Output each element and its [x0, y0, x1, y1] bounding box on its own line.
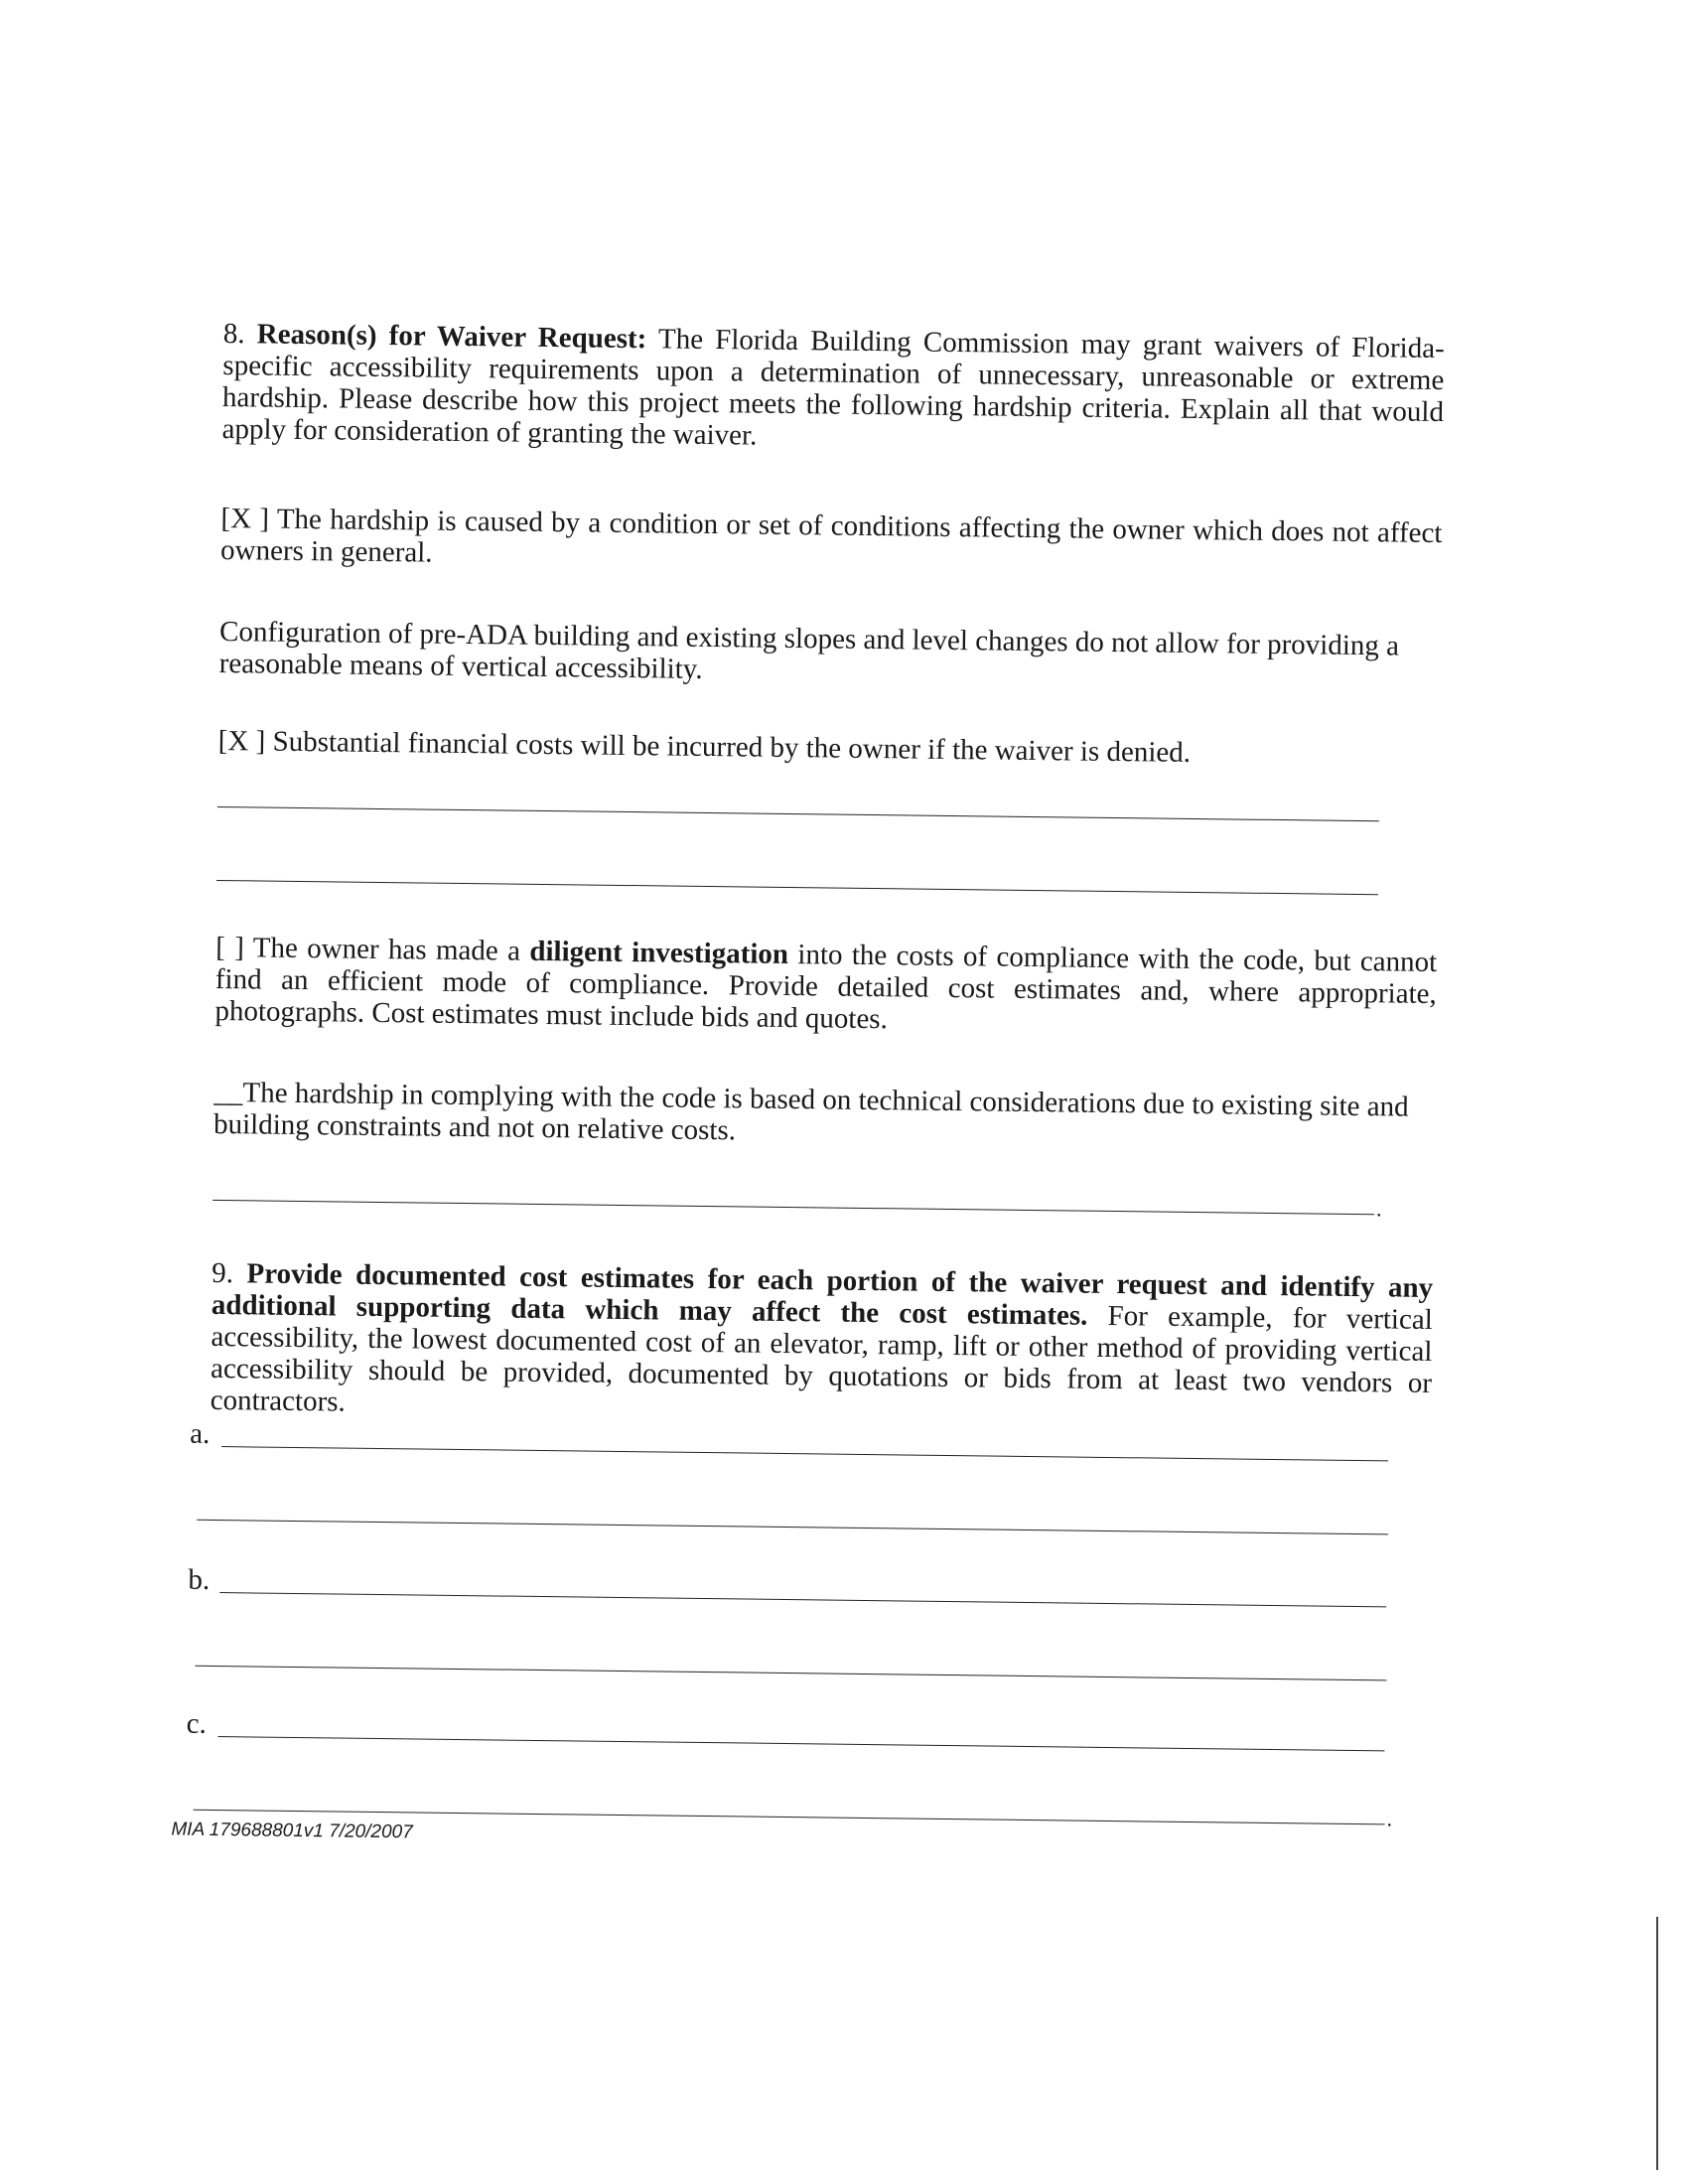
checkbox-diligent-investigation[interactable]: [ ] — [215, 931, 245, 964]
financial-costs-answer-line-1[interactable] — [217, 806, 1379, 821]
footer-doc-id: MIA 179688801v1 7/20/2007 — [171, 1819, 413, 1843]
criterion-owner-condition-text — [220, 503, 1443, 581]
line-end-period-2: . — [1386, 1806, 1393, 1831]
criterion-technical-considerations — [213, 1077, 1436, 1155]
diligent-investigation-text-before: The owner has made a — [243, 932, 530, 967]
section-8-heading: Reason(s) for Waiver Request: — [256, 318, 647, 356]
diligent-investigation-bold: diligent investigation — [529, 935, 789, 970]
criterion-financial-costs — [218, 725, 1440, 772]
criterion-technical-considerations-text — [213, 1077, 1436, 1155]
line-end-period: . — [1375, 1196, 1382, 1222]
form-content — [171, 318, 1445, 1843]
answer-label-a: a. — [190, 1417, 211, 1450]
criterion-technical-considerations-label: The hardship in complying with the code is based on technical considerations due to existing site and building constraints and not on relative costs. — [212, 1077, 1409, 1147]
answer-c-line-1[interactable] — [218, 1736, 1385, 1751]
owner-condition-explanation-text: Configuration of pre-ADA building and existing slopes and level changes do not allow for providing a reasonable means of vertical accessibility. — [218, 615, 1400, 685]
criterion-owner-condition-label: The hardship is caused by a condition or set of conditions affecting the owner which does not affect owners in general. — [219, 503, 1443, 569]
section-9-body: For example, for vertical accessibility, the lowest documented cost of an elevator, ramp, lift or other method of providing vertical accessibility should be provided, documented by quotations or bids from at least two vendors or contractors. — [210, 1299, 1433, 1418]
section-9-heading: Provide documented cost estimates for each portion of the waiver request and identify any additional supporting data which may affect the cost estimates. — [211, 1257, 1434, 1332]
answer-a-line-1[interactable] — [221, 1446, 1388, 1461]
criterion-financial-costs-label: Substantial financial costs will be incurred by the owner if the waiver is denied. — [265, 725, 1192, 769]
owner-condition-explanation — [219, 616, 1442, 694]
criterion-financial-costs-text — [218, 725, 1440, 772]
section-8-body: The Florida Building Commission may grant waivers of Florida-specific accessibility requirements upon a determination of unnecessary, unreasonable or extreme hardship. Please describe how this project meets the following hardship criteria. Explain all that would apply for consideration of granting the waiver. — [221, 323, 1445, 452]
checkbox-financial-costs[interactable]: [X ] — [217, 724, 266, 758]
section-9 — [210, 1257, 1433, 1431]
answer-b-line-2[interactable] — [195, 1666, 1386, 1681]
financial-costs-answer-line-2[interactable] — [216, 880, 1378, 895]
criterion-diligent-investigation-text — [214, 932, 1437, 1042]
diligent-investigation-text-after: into the costs of compliance with the code, but cannot find an efficient mode of compliance. Provide detailed cost estimates and, where appropriate, photographs. Cost estimates must include bids and quotes. — [214, 939, 1438, 1036]
section-8-paragraph — [221, 318, 1444, 460]
criterion-diligent-investigation — [214, 932, 1437, 1042]
checkbox-owner-condition[interactable]: [X ] — [220, 502, 270, 535]
answer-label-b: b. — [188, 1563, 211, 1596]
answer-label-c: c. — [186, 1707, 208, 1740]
scan-edge-line — [1656, 1917, 1658, 2170]
section-8-number: 8. — [222, 318, 245, 351]
section-8 — [221, 318, 1444, 460]
section-9-paragraph — [210, 1257, 1433, 1431]
answer-b-line-1[interactable] — [219, 1592, 1386, 1607]
answer-a-line-2[interactable] — [197, 1520, 1388, 1535]
section-9-number: 9. — [211, 1256, 234, 1290]
technical-considerations-answer-line[interactable] — [212, 1200, 1374, 1215]
criterion-owner-condition — [220, 503, 1443, 581]
checkbox-technical-considerations[interactable]: __ — [213, 1076, 243, 1109]
